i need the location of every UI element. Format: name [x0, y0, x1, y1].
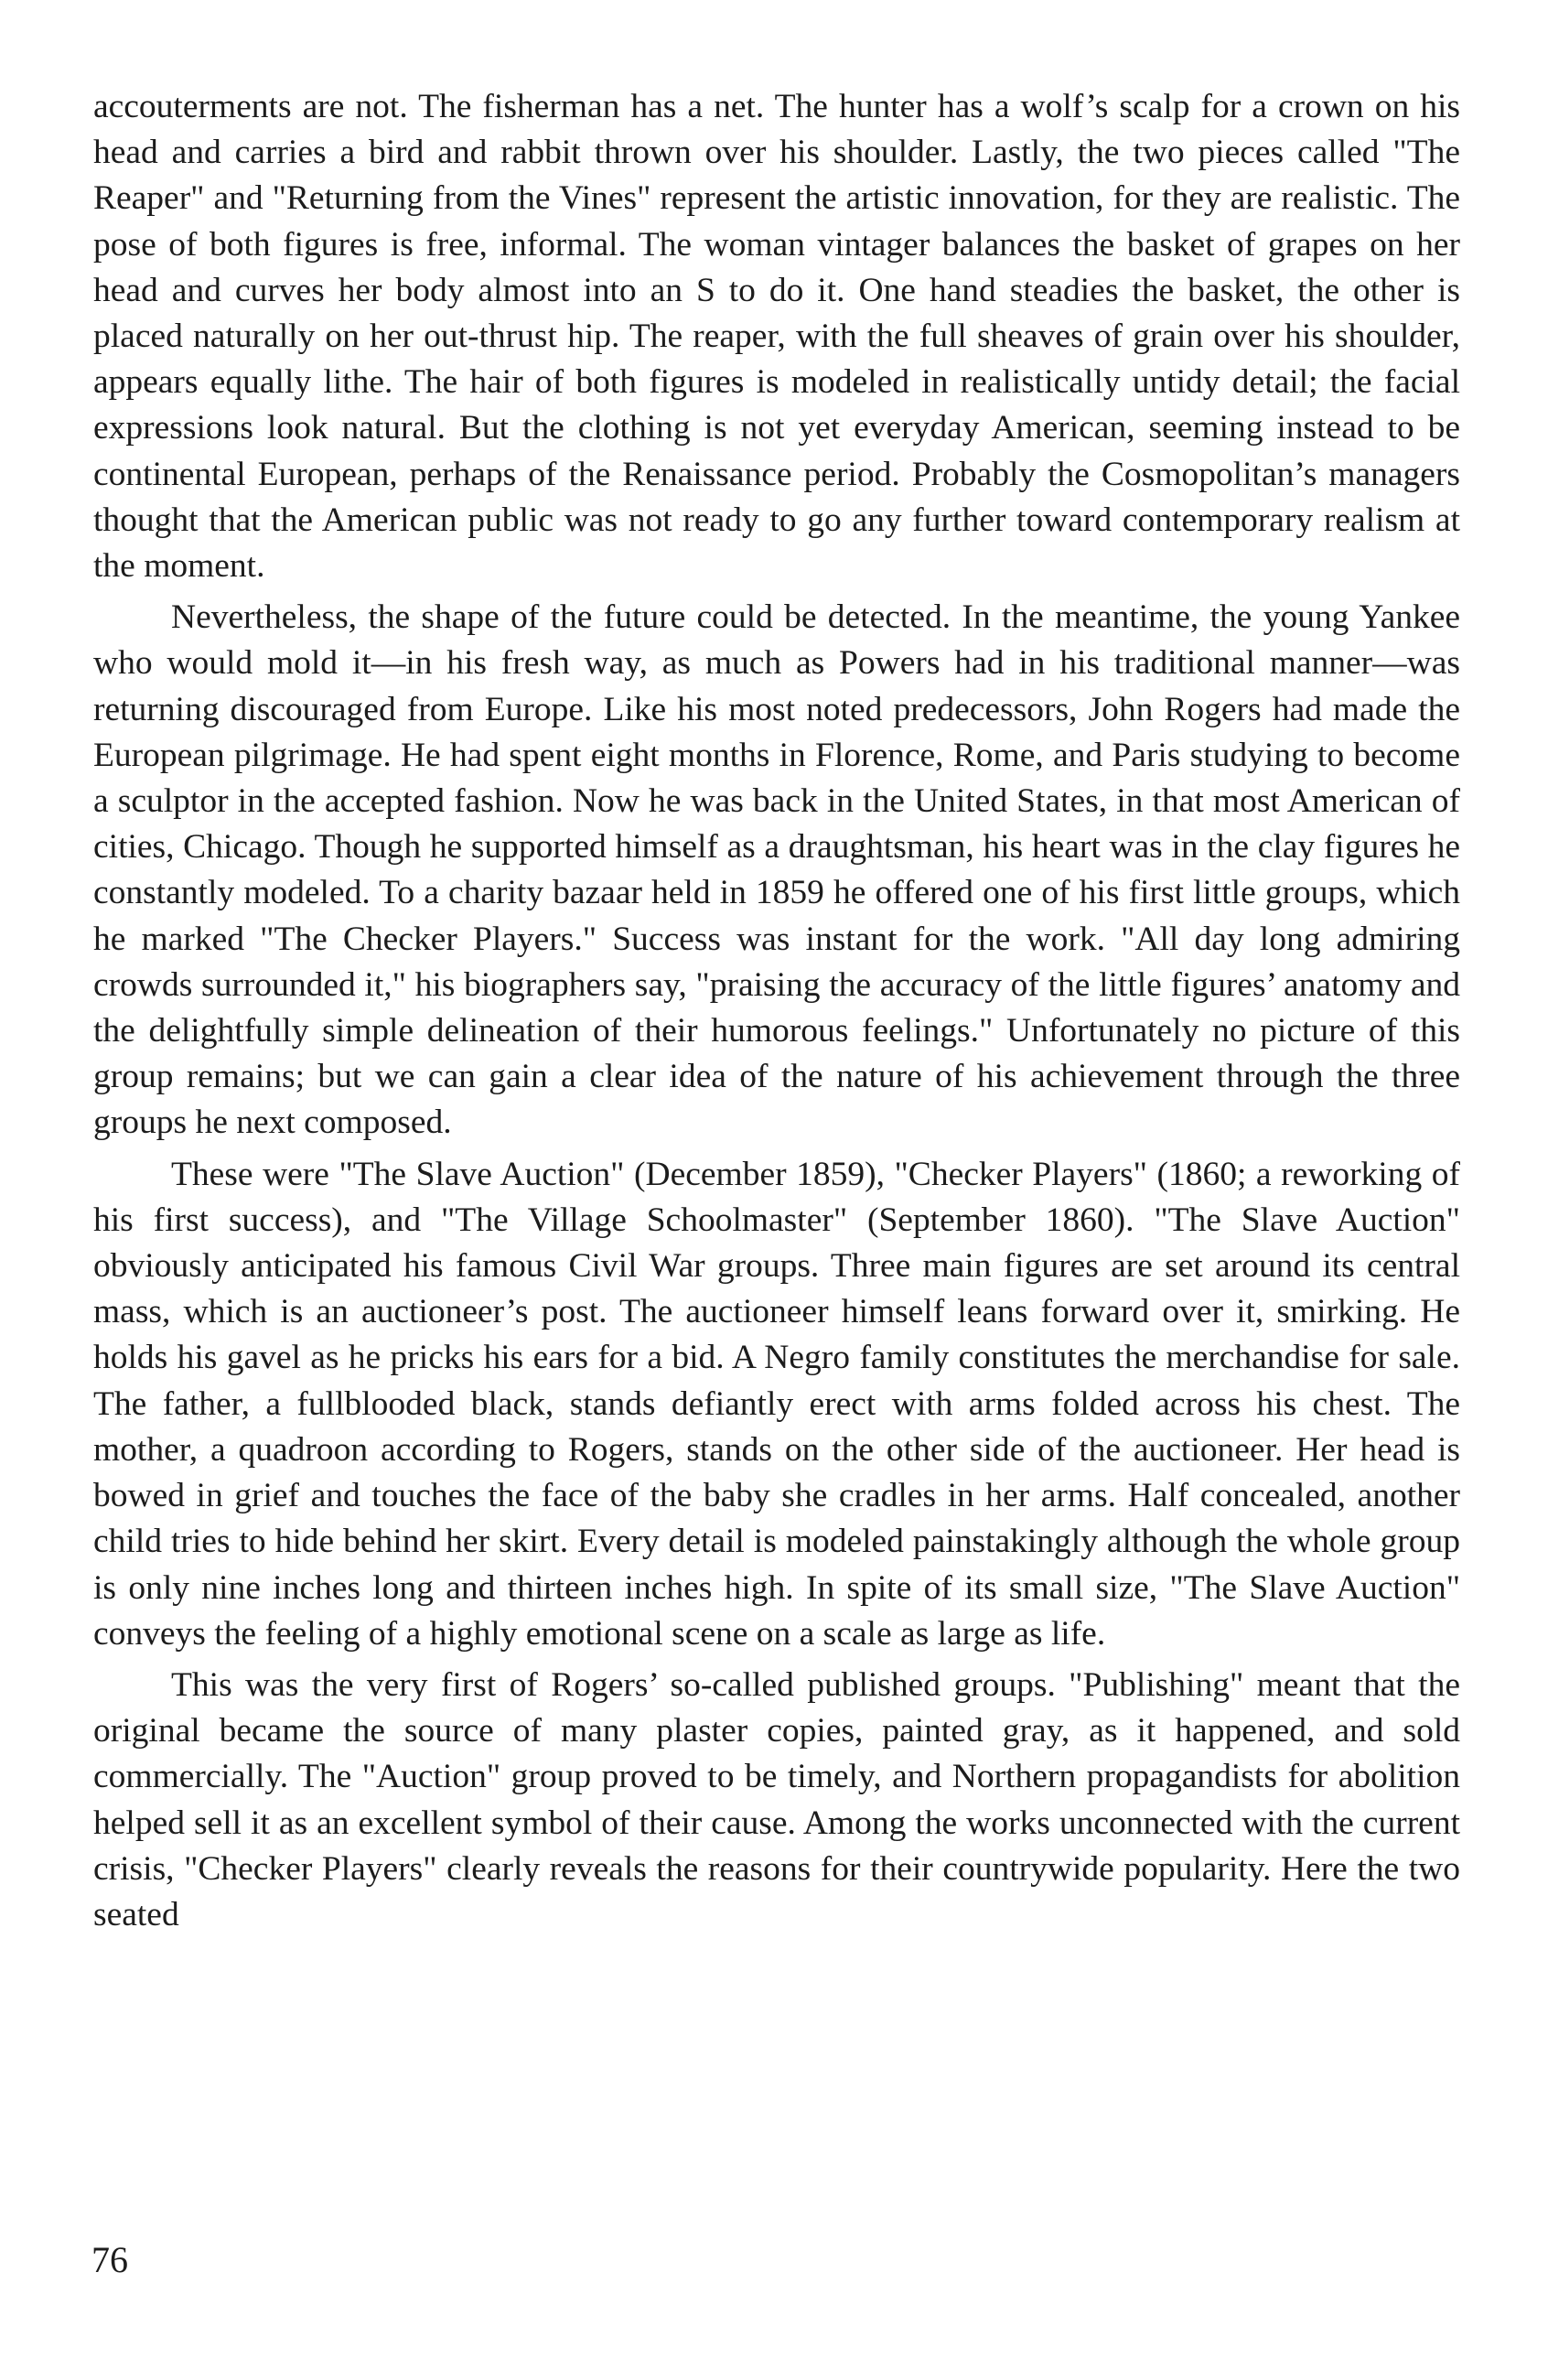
- paragraph-3: These were "The Slave Auction" (December 1859), "Checker Players" (1860; a reworking of his first success), and "The Village Schoolmaster" (September 1860). "The Slave Auction" obviously anticipated his famous Civil War groups. Three main figures are set around its central mass, which is an auctioneer’s post. The auctioneer himself leans forward over it, smirking. He holds his gavel as he pricks his ears for a bid. A Negro family constitutes the merchandise for sale. The father, a fullblooded black, stands defiantly erect with arms folded across his chest. The mother, a quadroon according to Rogers, stands on the other side of the auctioneer. Her head is bowed in grief and touches the face of the baby she cradles in her arms. Half concealed, another child tries to hide behind her skirt. Every detail is modeled painstakingly although the whole group is only nine inches long and thirteen inches high. In spite of its small size, "The Slave Auction" conveys the feeling of a highly emotional scene on a scale as large as life.: [93, 1155, 1460, 1653]
- paragraph-2: Nevertheless, the shape of the future could be detected. In the meantime, the young Yankee who would mold it—in his fresh way, as much as Powers had in his traditional manner—was returning discouraged from Europe. Like his most noted predecessors, John Rogers had made the European pilgrimage. He had spent eight months in Florence, Rome, and Paris studying to become a sculptor in the accepted fashion. Now he was back in the United States, in that most American of cities, Chicago. Though he supported himself as a draughtsman, his heart was in the clay figures he constantly modeled. To a charity bazaar held in 1859 he offered one of his first little groups, which he marked "The Checker Players." Success was instant for the work. "All day long admiring crowds surrounded it," his biographers say, "praising the accuracy of the little figures’ anatomy and the delightfully simple delineation of their humorous feelings." Unfortunately no picture of this group remains; but we can gain a clear idea of the nature of his achievement through the three groups he next composed.: [93, 598, 1460, 1142]
- page-body: [93, 84, 1460, 1938]
- page-number: 76: [91, 2239, 128, 2280]
- paragraph-4: This was the very first of Rogers’ so-called published groups. "Publishing" meant that the original became the source of many plaster copies, painted gray, as it happened, and sold commercially. The "Auction" group proved to be timely, and Northern propagandists for abolition helped sell it as an excellent symbol of their cause. Among the works unconnected with the current crisis, "Checker Players" clearly reveals the reasons for their countrywide popularity. Here the two seated: [93, 1665, 1460, 1933]
- paragraph-1: accouterments are not. The fisherman has a net. The hunter has a wolf’s scalp for a crown on his head and carries a bird and rabbit thrown over his shoulder. Lastly, the two pieces called "The Reaper" and "Returning from the Vines" represent the artistic innovation, for they are realistic. The pose of both figures is free, informal. The woman vintager balances the basket of grapes on her head and curves her body almost into an S to do it. One hand steadies the basket, the other is placed naturally on her out-thrust hip. The reaper, with the full sheaves of grain over his shoulder, appears equally lithe. The hair of both figures is modeled in realistically untidy detail; the facial expressions look natural. But the clothing is not yet everyday American, seeming instead to be continental European, perhaps of the Renaissance period. Probably the Cosmopolitan’s managers thought that the American public was not ready to go any further toward contemporary realism at the moment.: [93, 88, 1460, 586]
